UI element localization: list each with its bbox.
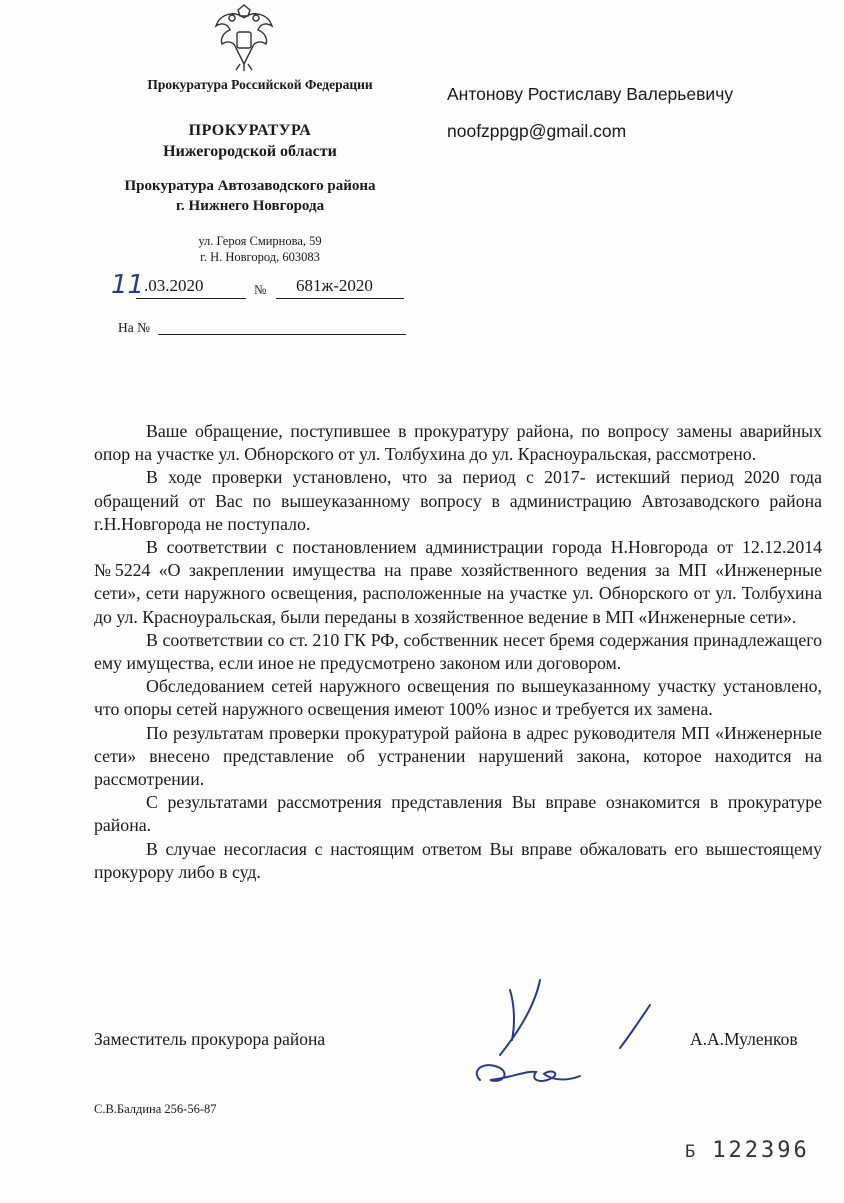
body-paragraph: С результатами рассмотрения представления Вы вправе ознакомится в прокуратуре района. — [94, 792, 822, 836]
address-line1: ул. Героя Смирнова, 59 — [198, 234, 322, 248]
executor-contact: С.В.Балдина 256-56-87 — [94, 1102, 217, 1116]
org-district-line2: г. Нижнего Новгорода — [175, 198, 325, 214]
org-federation-title: Прокуратура Российской Федерации — [147, 77, 373, 92]
body-paragraph: По результатам проверки прокуратурой района в адрес руководителя МП «Инженерные сети» внесено представление об устранении нарушений закона, которое находится на рассмотрении. — [94, 722, 822, 790]
form-serial — [685, 1138, 810, 1163]
body-paragraph: В соответствии с постановлением администрации города Н.Новгорода от 12.12.2014 №5224 «О закреплении имущества на праве хозяйственного ведения за МП «Инженерные сети», сети наружного освещения, расположенные на участке ул. Обнорского от ул. Толбухина до ул. Красноуральская, были переданы в хозяйственное ведение в МП «Инженерные сети». — [94, 537, 822, 627]
org-district-line1: Прокуратура Автозаводского района — [124, 178, 376, 194]
date-underline — [136, 298, 246, 299]
date-number-row — [106, 270, 406, 304]
handwritten-day: 11 — [111, 270, 145, 300]
signatory-name: А.А.Муленков — [690, 1029, 798, 1049]
recipient-name: Антонову Ростиславу Валерьевичу — [447, 84, 734, 104]
body-paragraph: В случае несогласия с настоящим ответом Вы вправе обжаловать его вышестоящему прокурору либо в суд. — [94, 838, 822, 882]
reference-label: На № — [118, 320, 150, 335]
number-sign: № — [254, 282, 267, 297]
org-main-title: ПРОКУРАТУРА — [188, 122, 312, 139]
address-line2: г. Н. Новгород, 603083 — [200, 250, 320, 264]
body-paragraph: Ваше обращение, поступившее в прокуратуру района, по вопросу замены аварийных опор на участке ул. Обнорского от ул. Толбухина до ул. Красноуральская, рассмотрено. — [94, 421, 822, 465]
serial-number: 122396 — [712, 1138, 810, 1163]
document-number: 681ж-2020 — [296, 276, 373, 295]
org-region: Нижегородской области — [163, 143, 337, 160]
handwritten-signature — [440, 960, 700, 1100]
signatory-title: Заместитель прокурора района — [94, 1029, 326, 1049]
recipient-email: noofzppgp@gmail.com — [447, 121, 627, 141]
body-paragraph: В ходе проверки установлено, что за период с 2017- истекший период 2020 года обращений от Вас по вышеуказанному вопросу в администрацию Автозаводского района г.Н.Новгорода не поступало. — [94, 467, 822, 534]
serial-letter: Б — [685, 1142, 699, 1162]
letter-body — [94, 420, 822, 884]
document-date: .03.2020 — [144, 276, 204, 295]
body-paragraph: Обследованием сетей наружного освещения по вышеуказанному участку установлено, что опоры сетей наружного освещения имеют 100% износ и требуется их замена. — [94, 676, 822, 720]
number-underline — [276, 298, 404, 299]
body-paragraph: В соответствии со ст. 210 ГК РФ, собственник несет бремя содержания принадлежащего ему имущества, если иное не предусмотрено законом или договором. — [94, 629, 822, 674]
reference-underline — [158, 334, 406, 335]
reference-row — [118, 320, 408, 336]
state-emblem-icon — [212, 4, 276, 72]
